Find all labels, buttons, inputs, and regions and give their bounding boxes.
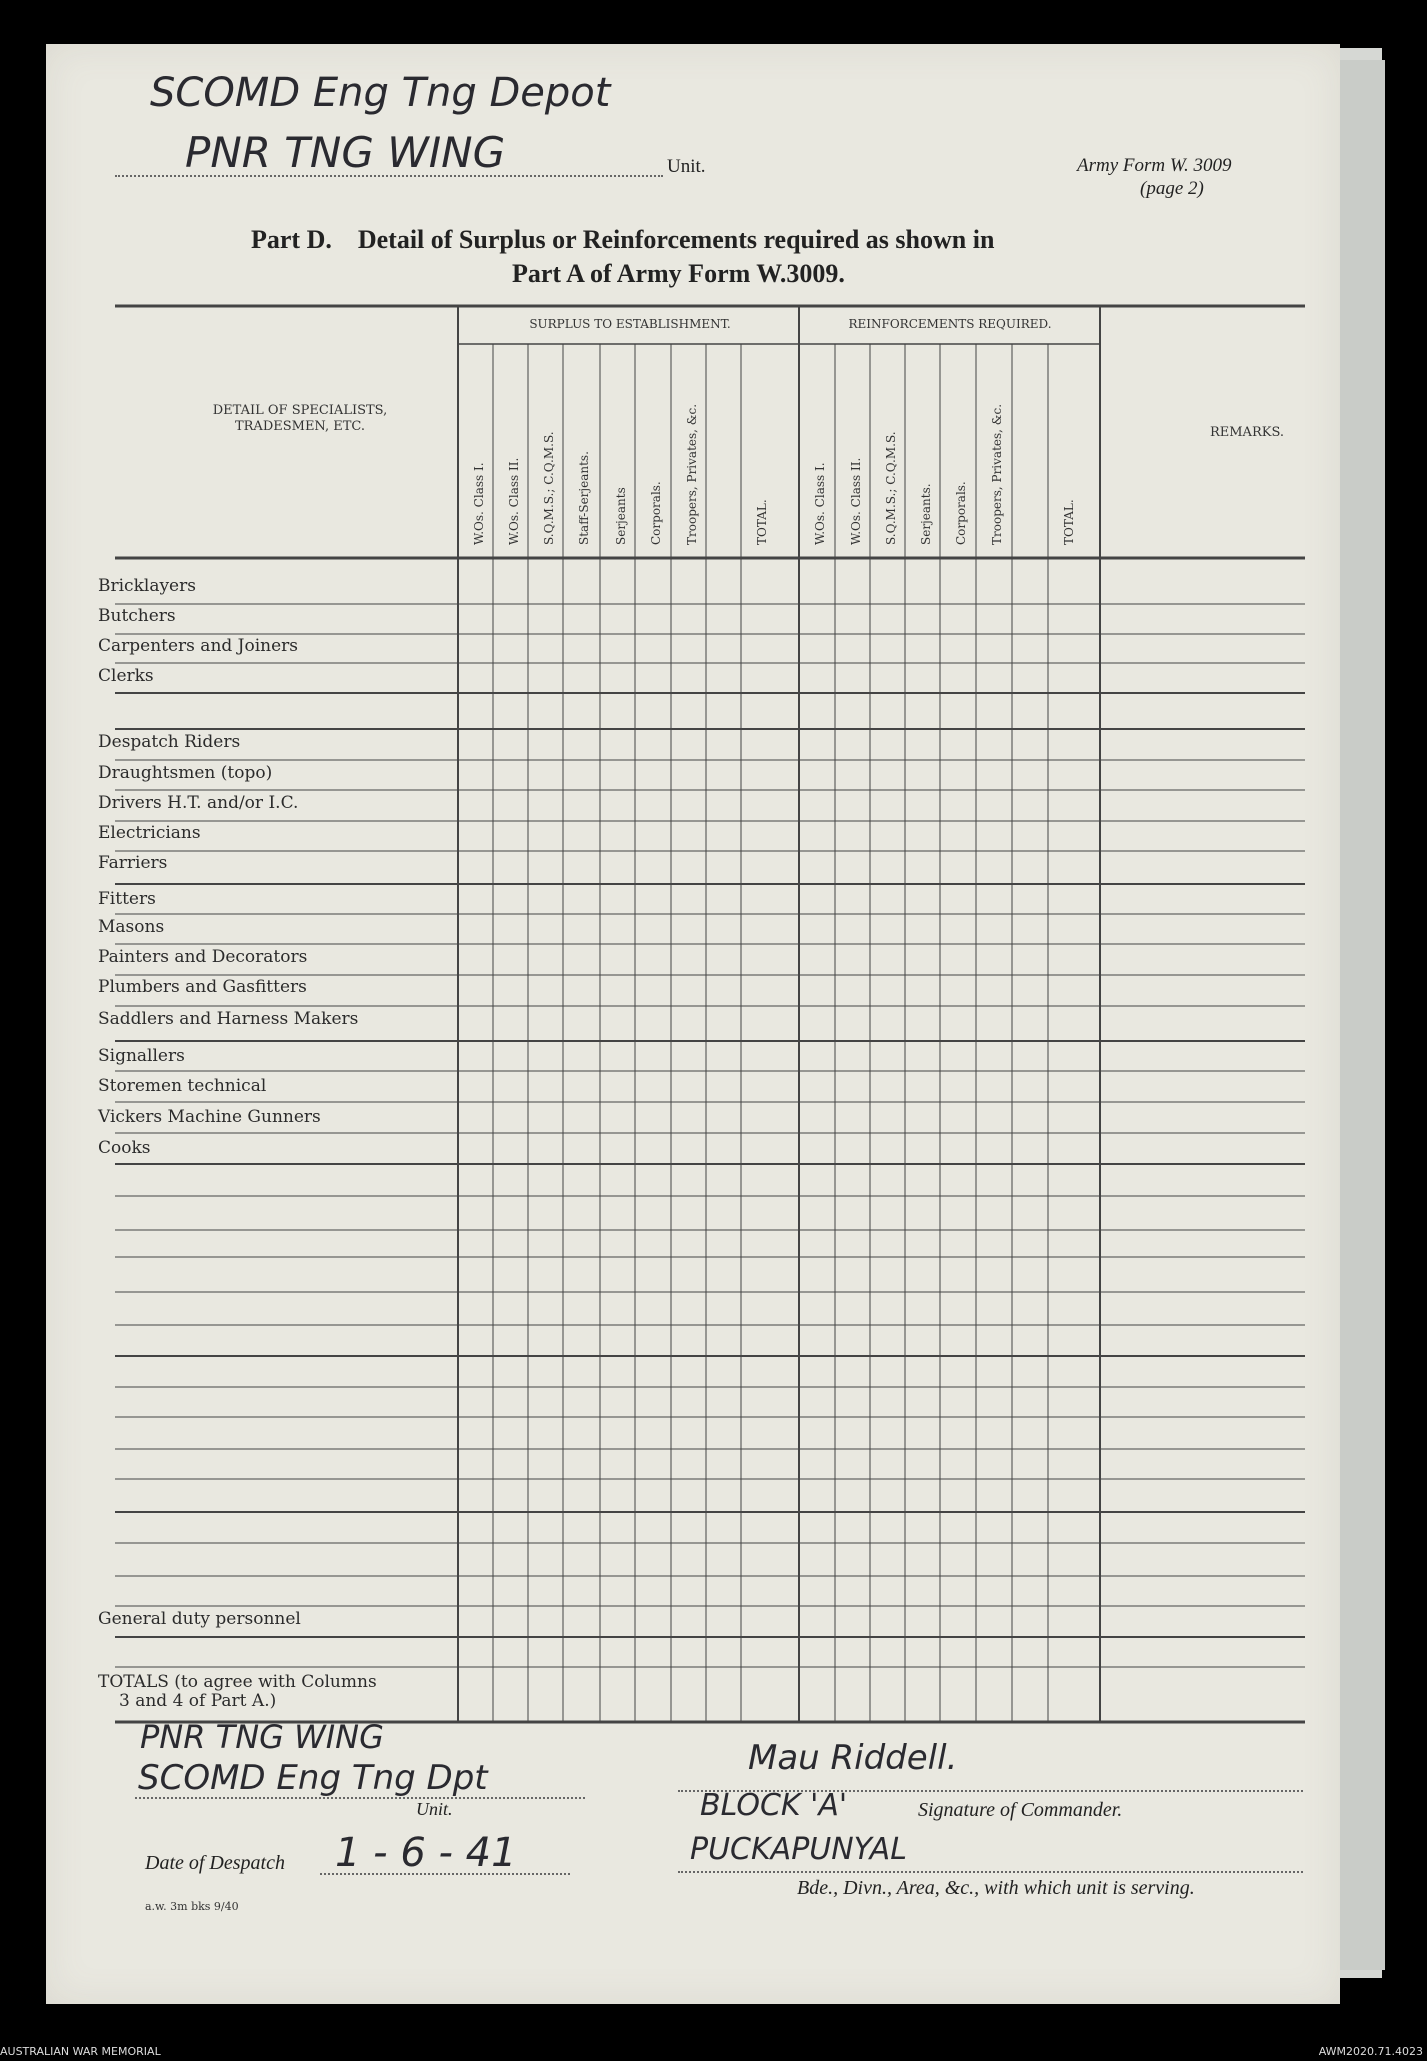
column-header: Corporals.: [954, 481, 968, 545]
location-handwritten-line1: BLOCK 'A': [700, 1788, 848, 1823]
column-header: S.Q.M.S.; C.Q.M.S.: [542, 431, 556, 545]
column-header: W.Os. Class I.: [813, 462, 827, 545]
form-page: (page 2): [1140, 178, 1204, 199]
column-header: Troopers, Privates, &c.: [990, 403, 1004, 545]
footer-unit-label: Unit.: [416, 1799, 453, 1819]
column-header: TOTAL.: [1062, 499, 1076, 545]
totals-label-line1: TOTALS (to agree with Columns: [98, 1672, 377, 1692]
column-header: Corporals.: [649, 481, 663, 545]
row-label: Carpenters and Joiners: [98, 636, 299, 656]
row-label: Vickers Machine Gunners: [98, 1107, 321, 1127]
row-label: Farriers: [98, 853, 168, 873]
unit-label: Unit.: [667, 156, 706, 177]
form-title-line2: Part A of Army Form W.3009.: [512, 259, 845, 288]
row-label: Drivers H.T. and/or I.C.: [98, 793, 299, 813]
row-label: Saddlers and Harness Makers: [98, 1009, 359, 1029]
row-label: Electricians: [98, 823, 201, 843]
column-header: W.Os. Class II.: [849, 457, 863, 545]
row-label: Clerks: [98, 666, 154, 686]
column-header: TOTAL.: [755, 499, 769, 545]
row-label: Butchers: [98, 606, 176, 626]
row-label: Signallers: [98, 1046, 185, 1066]
totals-label-line2: 3 and 4 of Part A.): [119, 1691, 277, 1711]
date-label: Date of Despatch: [145, 1852, 285, 1874]
footer-unit-line2: SCOMD Eng Tng Dpt: [138, 1758, 488, 1798]
footer-unit-line1: PNR TNG WING: [140, 1718, 384, 1756]
print-code: a.w. 3m bks 9/40: [145, 1900, 239, 1913]
remarks-header: REMARKS.: [1209, 425, 1285, 440]
footer-unit-line: [135, 1797, 585, 1799]
column-header: Serjeants: [614, 487, 628, 545]
signature-label: Signature of Commander.: [918, 1799, 1123, 1821]
row-label: Despatch Riders: [98, 732, 241, 752]
row-label: Bricklayers: [98, 576, 196, 596]
row-label: Cooks: [98, 1138, 151, 1158]
row-label: Masons: [98, 917, 165, 937]
location-line: [678, 1871, 1303, 1873]
reinforcements-header: REINFORCEMENTS REQUIRED.: [848, 317, 1052, 331]
column-header: W.Os. Class I.: [472, 462, 486, 545]
form-title-line1: Part D. Detail of Surplus or Reinforcements required as shown in: [251, 225, 995, 254]
detail-header: DETAIL OF SPECIALISTS, TRADESMEN, ETC.: [212, 403, 388, 434]
location-handwritten-line2: PUCKAPUNYAL: [690, 1832, 907, 1867]
column-header: Staff-Serjeants.: [577, 451, 591, 545]
date-value: 1 - 6 - 41: [335, 1830, 517, 1876]
row-label: Painters and Decorators: [98, 947, 308, 967]
row-label: Storemen technical: [98, 1076, 267, 1096]
column-header: Serjeants.: [919, 483, 933, 545]
column-header: W.Os. Class II.: [507, 457, 521, 545]
unit-handwritten-line1: SCOMD Eng Tng Depot: [150, 70, 611, 116]
archive-caption-right: AWM2020.71.4023: [1318, 2045, 1423, 2058]
row-label: Draughtsmen (topo): [98, 763, 273, 783]
form-name: Army Form W. 3009: [1077, 155, 1232, 176]
archive-caption-left: AUSTRALIAN WAR MEMORIAL: [0, 2045, 161, 2058]
column-header: S.Q.M.S.; C.Q.M.S.: [884, 431, 898, 545]
row-label: General duty personnel: [98, 1609, 301, 1629]
column-header: Troopers, Privates, &c.: [685, 403, 699, 545]
location-label: Bde., Divn., Area, &c., with which unit is serving.: [797, 1877, 1195, 1899]
commander-signature: Mau Riddell.: [748, 1738, 958, 1778]
unit-handwritten-line2: PNR TNG WING: [185, 128, 506, 177]
row-label: Fitters: [98, 889, 156, 909]
surplus-header: SURPLUS TO ESTABLISHMENT.: [529, 317, 731, 331]
row-label: Plumbers and Gasfitters: [98, 977, 307, 997]
